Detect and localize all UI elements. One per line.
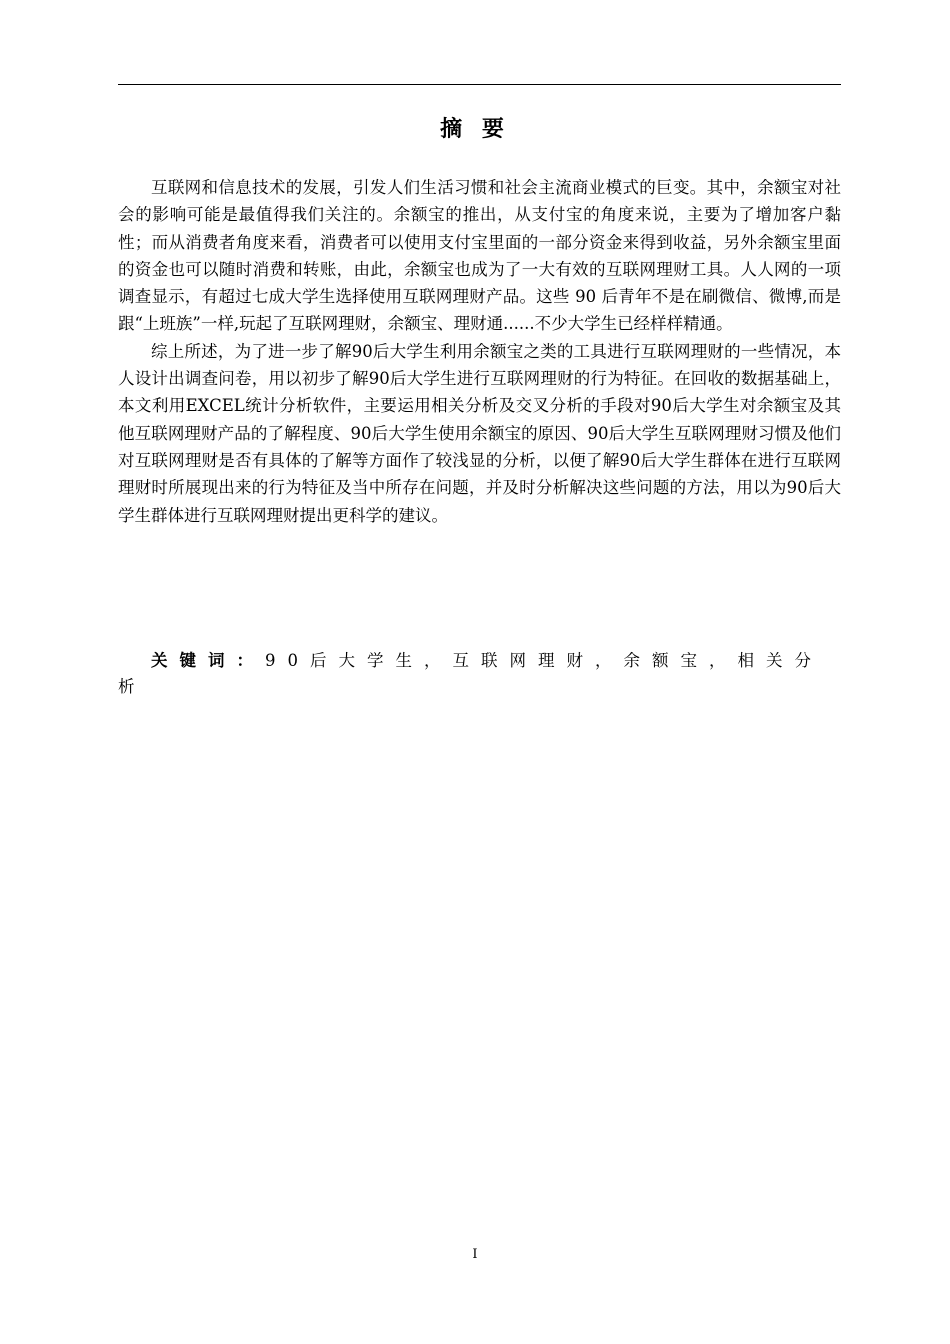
keywords-value: 90后大学生，互联网理财，余额宝，相关分析 [118, 651, 823, 696]
abstract-body [118, 174, 841, 529]
abstract-title: 摘 要 [440, 117, 510, 142]
abstract-paragraph-2: 综上所述，为了进一步了解90后大学生利用余额宝之类的工具进行互联网理财的一些情况，本人设计出调查问卷，用以初步了解90后大学生进行互联网理财的行为特征。在回收的数据基础上，本文利用EXCEL统计分析软件，主要运用相关分析及交叉分析的手段对90后大学生对余额宝及其他互联网理财产品的了解程度、90后大学生使用余额宝的原因、90后大学生互联网理财习惯及他们对互联网理财是否有具体的了解等方面作了较浅显的分析，以便了解90后大学生群体在进行互联网理财时所展现出来的行为特征及当中所存在问题，并及时分析解决这些问题的方法，用以为90后大学生群体进行互联网理财提出更科学的建议。 [118, 341, 841, 525]
header-rule [118, 84, 841, 85]
keywords-line [118, 648, 841, 700]
page-number: I [472, 1247, 478, 1262]
abstract-paragraph-1: 互联网和信息技术的发展，引发人们生活习惯和社会主流商业模式的巨变。其中，余额宝对社会的影响可能是最值得我们关注的。余额宝的推出，从支付宝的角度来说，主要为了增加客户黏性；而从消费者角度来看，消费者可以使用支付宝里面的一部分资金来得到收益，另外余额宝里面的资金也可以随时消费和转账，由此，余额宝也成为了一大有效的互联网理财工具。人人网的一项调查显示，有超过七成大学生选择使用互联网理财产品。这些 90 后青年不是在刷微信、微博,而是 跟“上班族”一样,玩起了互联网理财，余额宝、理财通......不少大学生已经样样精通。 [118, 178, 841, 334]
keywords-label: 关键词： [151, 651, 265, 670]
